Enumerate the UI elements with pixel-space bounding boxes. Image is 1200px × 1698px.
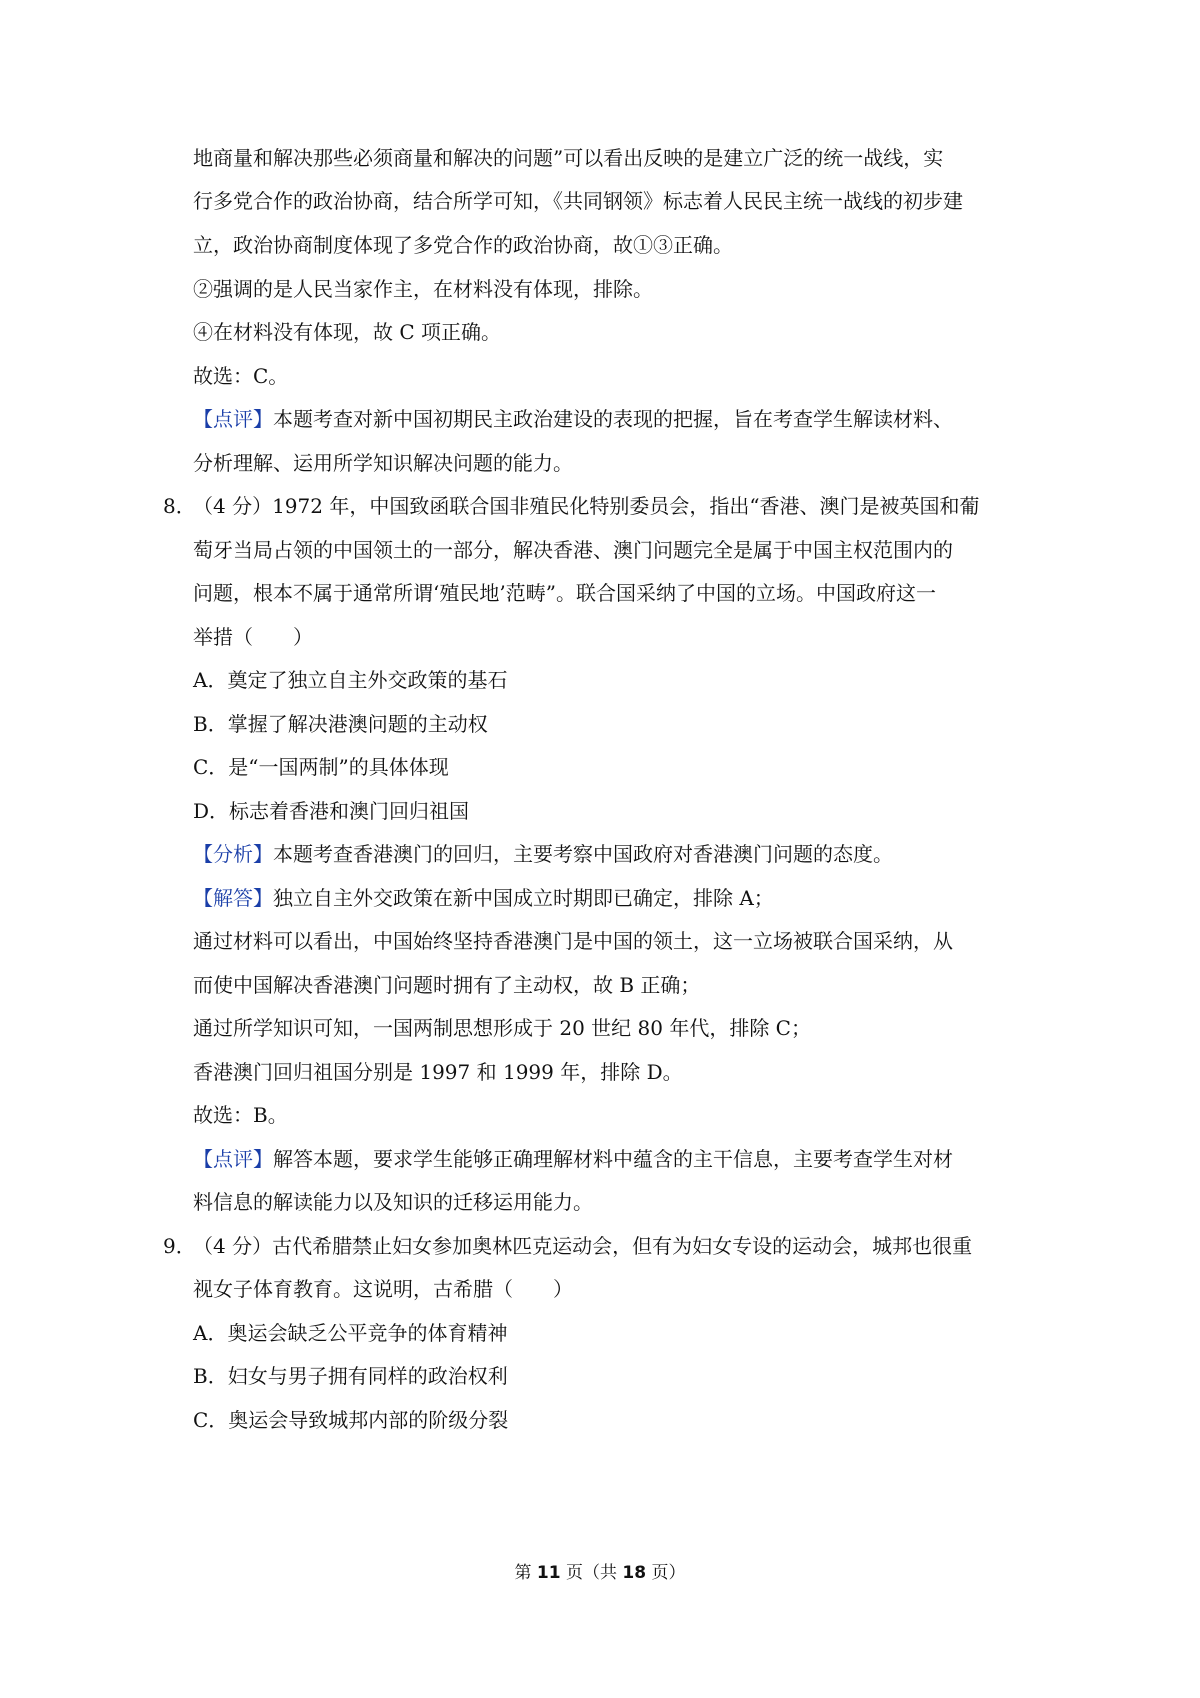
- page-footer: [0, 1562, 1200, 1584]
- comment-line: 分析理解、运用所学知识解决问题的能力。: [193, 451, 573, 475]
- answer-line: 故选：B。: [193, 1103, 288, 1127]
- comment-tag: 【点评】: [193, 407, 273, 431]
- answer-line: [193, 885, 774, 911]
- question-stem-line: （4 分）1972 年，中国致函联合国非殖民化特别委员会，指出“香港、澳门是被英国和葡: [193, 494, 980, 518]
- comment-line: [193, 406, 953, 432]
- explanation-line: ④在材料没有体现，故 C 项正确。: [193, 320, 502, 344]
- option-c: C．是“一国两制”的具体体现: [193, 755, 449, 779]
- question-number: 9．: [163, 1234, 196, 1258]
- question-stem-line: 萄牙当局占领的中国领土的一部分，解决香港、澳门问题完全是属于中国主权范围内的: [193, 538, 953, 562]
- answer-tag: 【解答】: [193, 886, 273, 910]
- comment-tag: 【点评】: [193, 1147, 273, 1171]
- footer-prefix: 第: [514, 1563, 537, 1583]
- comment-text: 解答本题，要求学生能够正确理解材料中蕴含的主干信息，主要考查学生对材: [273, 1147, 953, 1171]
- analysis-text: 本题考查香港澳门的回归，主要考察中国政府对香港澳门问题的态度。: [273, 842, 893, 866]
- comment-line: 料信息的解读能力以及知识的迁移运用能力。: [193, 1190, 593, 1214]
- explanation-line: ②强调的是人民当家作主，在材料没有体现，排除。: [193, 277, 653, 301]
- option-b: B．掌握了解决港澳问题的主动权: [193, 712, 488, 736]
- explanation-line: 立，政治协商制度体现了多党合作的政治协商，故①③正确。: [193, 233, 733, 257]
- option-a: A．奥运会缺乏公平竞争的体育精神: [193, 1321, 508, 1345]
- comment-line: [193, 1146, 953, 1172]
- explanation-line: 地商量和解决那些必须商量和解决的问题”可以看出反映的是建立广泛的统一战线，实: [193, 146, 944, 170]
- current-page-number: 11: [536, 1563, 561, 1583]
- question-stem-line: 问题，根本不属于通常所谓‘殖民地’范畴”。联合国采纳了中国的立场。中国政府这一: [193, 581, 936, 605]
- total-page-number: 18: [622, 1563, 647, 1583]
- answer-line: 通过所学知识可知，一国两制思想形成于 20 世纪 80 年代，排除 C；: [193, 1016, 811, 1040]
- explanation-line: 故选：C。: [193, 364, 289, 388]
- question-stem-line: （4 分）古代希腊禁止妇女参加奥林匹克运动会，但有为妇女专设的运动会，城邦也很重: [193, 1234, 973, 1258]
- question-number: 8．: [163, 494, 196, 518]
- answer-line: 而使中国解决香港澳门问题时拥有了主动权，故 B 正确；: [193, 973, 701, 997]
- analysis-line: [193, 841, 893, 867]
- answer-line: 香港澳门回归祖国分别是 1997 和 1999 年，排除 D。: [193, 1060, 683, 1084]
- option-b: B．妇女与男子拥有同样的政治权利: [193, 1364, 508, 1388]
- footer-middle: 页（共: [560, 1563, 623, 1583]
- question-stem-line: 举措（ ）: [193, 625, 313, 649]
- option-c: C．奥运会导致城邦内部的阶级分裂: [193, 1408, 509, 1432]
- answer-line: 通过材料可以看出，中国始终坚持香港澳门是中国的领土，这一立场被联合国采纳，从: [193, 929, 953, 953]
- option-d: D．标志着香港和澳门回归祖国: [193, 799, 470, 823]
- footer-suffix: 页）: [646, 1563, 686, 1583]
- analysis-tag: 【分析】: [193, 842, 273, 866]
- comment-text: 本题考查对新中国初期民主政治建设的表现的把握，旨在考查学生解读材料、: [273, 407, 953, 431]
- explanation-line: 行多党合作的政治协商，结合所学可知，《共同钢领》标志着人民民主统一战线的初步建: [193, 189, 963, 213]
- question-stem-line: 视女子体育教育。这说明，古希腊（ ）: [193, 1277, 573, 1301]
- option-a: A．奠定了独立自主外交政策的基石: [193, 668, 508, 692]
- answer-text: 独立自主外交政策在新中国成立时期即已确定，排除 A；: [273, 886, 774, 910]
